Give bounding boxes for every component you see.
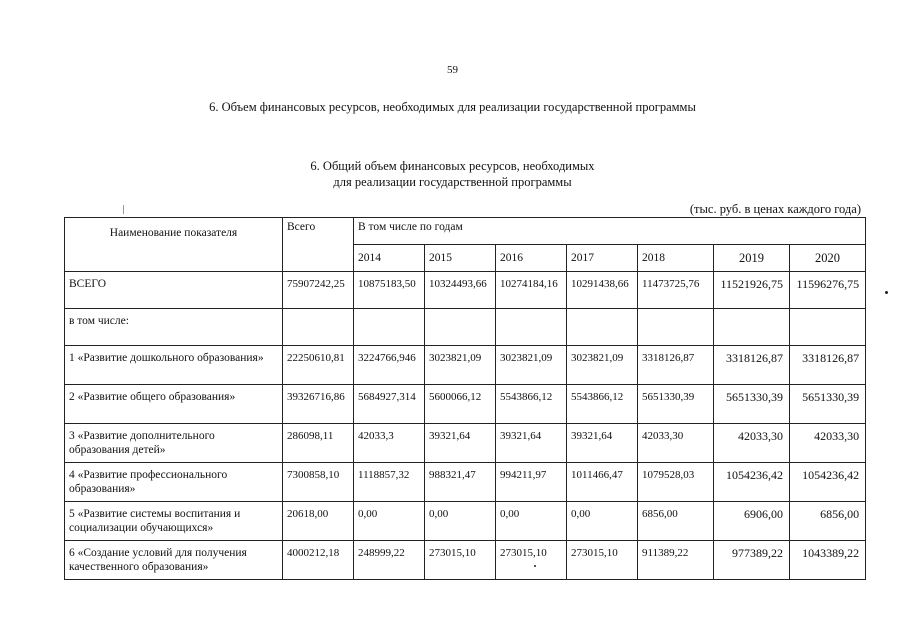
row-value: 39321,64: [496, 424, 567, 463]
row-value: 42033,3: [354, 424, 425, 463]
header-year: 2016: [496, 245, 567, 272]
row-total: 20618,00: [283, 502, 354, 541]
row-name: 6 «Создание условий для получения качественного образования»: [65, 541, 283, 580]
table-title: [0, 158, 905, 190]
row-value: [567, 309, 638, 346]
table-title-line-2: для реализации государственной программы: [333, 175, 572, 189]
row-value: 5651330,39: [638, 385, 714, 424]
header-year: 2019: [714, 245, 790, 272]
row-total: 39326716,86: [283, 385, 354, 424]
row-value: [354, 309, 425, 346]
row-name: в том числе:: [65, 309, 283, 346]
row-total: [283, 309, 354, 346]
row-name: 4 «Развитие профессионального образования»: [65, 463, 283, 502]
row-total: 4000212,18: [283, 541, 354, 580]
row-value: 10324493,66: [425, 272, 496, 309]
header-year: 2014: [354, 245, 425, 272]
row-total: 7300858,10: [283, 463, 354, 502]
header-years-group: В том числе по годам: [354, 218, 866, 245]
row-value: 3318126,87: [638, 346, 714, 385]
row-value: 0,00: [496, 502, 567, 541]
row-value: 988321,47: [425, 463, 496, 502]
row-value: 273015,10: [425, 541, 496, 580]
row-total: 286098,11: [283, 424, 354, 463]
row-value: 977389,22: [714, 541, 790, 580]
units-note: (тыс. руб. в ценах каждого года): [689, 202, 861, 216]
row-value: [714, 309, 790, 346]
scan-speck: [885, 291, 888, 294]
row-value: 5684927,314: [354, 385, 425, 424]
row-value: [496, 309, 567, 346]
table-row: [65, 463, 866, 502]
row-value: 5543866,12: [567, 385, 638, 424]
row-value: 11473725,76: [638, 272, 714, 309]
row-value: 273015,10: [567, 541, 638, 580]
row-value: 5651330,39: [714, 385, 790, 424]
row-value: [638, 309, 714, 346]
row-value: 42033,30: [714, 424, 790, 463]
row-value: 42033,30: [790, 424, 866, 463]
table-row: [65, 346, 866, 385]
header-year: 2020: [790, 245, 866, 272]
page-number: 59: [447, 64, 458, 76]
row-value: 273015,10: [496, 541, 567, 580]
table-row: [65, 385, 866, 424]
table-row: [65, 424, 866, 463]
row-name: 2 «Развитие общего образования»: [65, 385, 283, 424]
row-value: 3023821,09: [567, 346, 638, 385]
section-title: 6. Объем финансовых ресурсов, необходимых для реализации государственной программы: [209, 100, 696, 114]
row-value: 10274184,16: [496, 272, 567, 309]
row-value: 39321,64: [567, 424, 638, 463]
table-row: [65, 272, 866, 309]
row-value: 6906,00: [714, 502, 790, 541]
row-value: 1043389,22: [790, 541, 866, 580]
row-value: 1079528,03: [638, 463, 714, 502]
header-year: 2018: [638, 245, 714, 272]
row-value: 10875183,50: [354, 272, 425, 309]
header-year: 2015: [425, 245, 496, 272]
row-value: 5651330,39: [790, 385, 866, 424]
row-value: 42033,30: [638, 424, 714, 463]
table-title-line-1: 6. Общий объем финансовых ресурсов, необходимых: [310, 159, 595, 173]
margin-mark: [123, 205, 124, 214]
row-value: 6856,00: [638, 502, 714, 541]
row-value: 10291438,66: [567, 272, 638, 309]
row-value: 3023821,09: [496, 346, 567, 385]
financial-resources-table: [64, 217, 866, 580]
row-total: 75907242,25: [283, 272, 354, 309]
row-value: 3224766,946: [354, 346, 425, 385]
row-value: 11521926,75: [714, 272, 790, 309]
table-row: [65, 309, 866, 346]
row-value: [790, 309, 866, 346]
header-year: 2017: [567, 245, 638, 272]
row-value: 11596276,75: [790, 272, 866, 309]
row-value: [425, 309, 496, 346]
row-value: 39321,64: [425, 424, 496, 463]
row-name: 5 «Развитие системы воспитания и социализации обучающихся»: [65, 502, 283, 541]
row-value: 0,00: [354, 502, 425, 541]
row-value: 994211,97: [496, 463, 567, 502]
table-row: [65, 502, 866, 541]
row-value: 0,00: [567, 502, 638, 541]
row-value: 3318126,87: [790, 346, 866, 385]
table-header-row-1: [65, 218, 866, 245]
row-value: 1054236,42: [790, 463, 866, 502]
header-total: Всего: [283, 218, 354, 272]
row-value: 3023821,09: [425, 346, 496, 385]
row-value: 1054236,42: [714, 463, 790, 502]
row-value: 1118857,32: [354, 463, 425, 502]
row-name: 3 «Развитие дополнительного образования детей»: [65, 424, 283, 463]
row-value: 6856,00: [790, 502, 866, 541]
row-value: 3318126,87: [714, 346, 790, 385]
row-total: 22250610,81: [283, 346, 354, 385]
scan-speck: [534, 565, 536, 567]
table-row: [65, 541, 866, 580]
header-indicator-name: Наименование показателя: [65, 218, 283, 272]
row-value: 5600066,12: [425, 385, 496, 424]
row-value: 911389,22: [638, 541, 714, 580]
row-name: 1 «Развитие дошкольного образования»: [65, 346, 283, 385]
row-value: 1011466,47: [567, 463, 638, 502]
row-value: 0,00: [425, 502, 496, 541]
row-value: 248999,22: [354, 541, 425, 580]
row-name: ВСЕГО: [65, 272, 283, 309]
row-value: 5543866,12: [496, 385, 567, 424]
